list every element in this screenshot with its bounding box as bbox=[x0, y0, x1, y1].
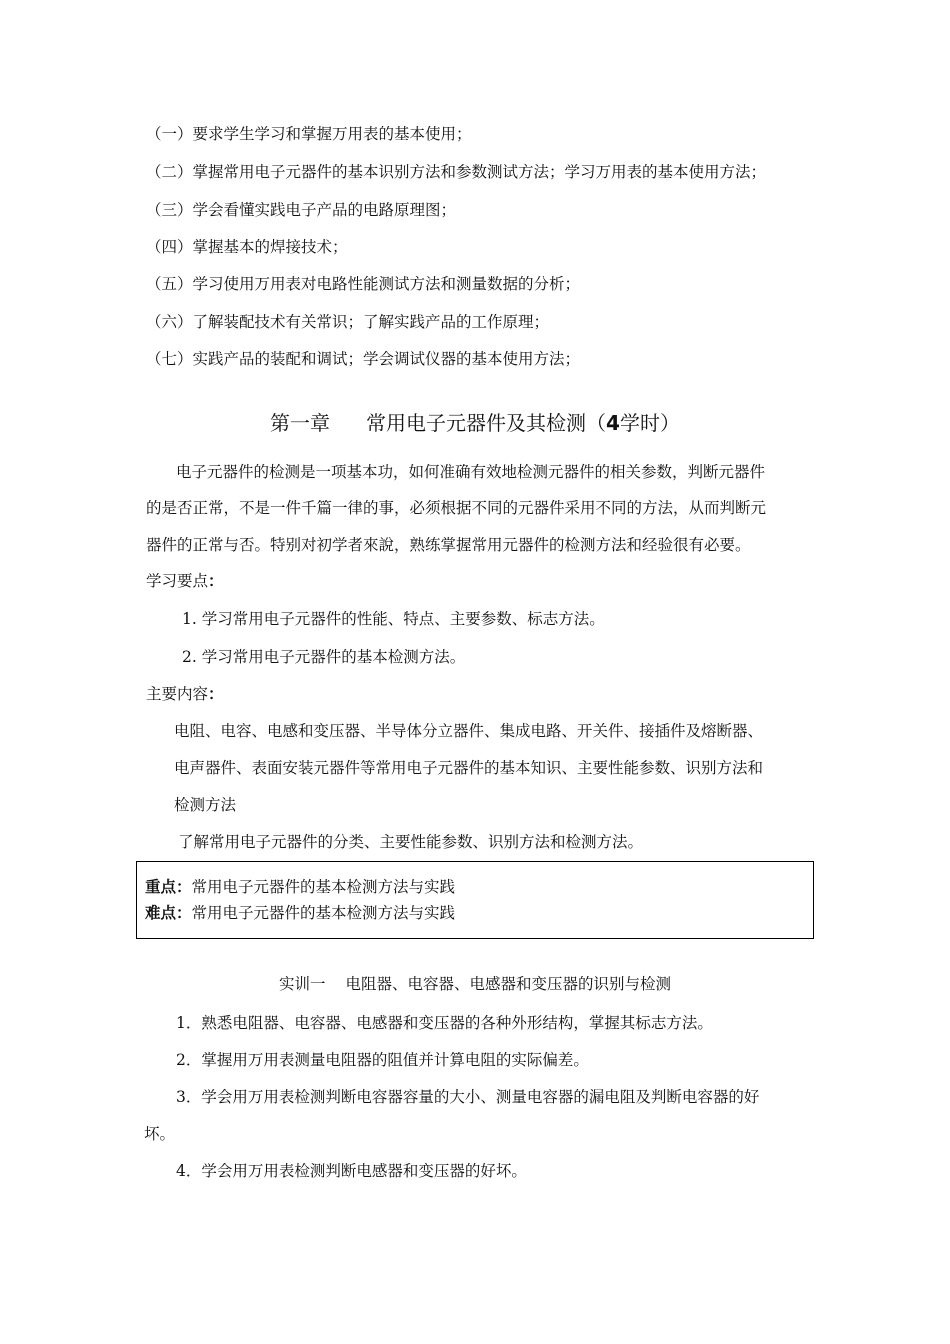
understand-line: 了解常用电子元器件的分类、主要性能参数、识别方法和检测方法。 bbox=[178, 833, 644, 851]
objective-item: （四）掌握基本的焊接技术； bbox=[146, 238, 348, 256]
objective-item: （一）要求学生学习和掌握万用表的基本使用； bbox=[146, 125, 472, 143]
key-point-text: 常用电子元器件的基本检测方法与实践 bbox=[191, 878, 456, 896]
objective-item: （二）掌握常用电子元器件的基本识别方法和参数测试方法；学习万用表的基本使用方法； bbox=[146, 163, 767, 181]
training-item: 2．掌握用万用表测量电阻器的阻值并计算电阻的实际偏差。 bbox=[176, 1051, 589, 1069]
difficult-point-text: 常用电子元器件的基本检测方法与实践 bbox=[191, 904, 456, 922]
objective-item: （六）了解装配技术有关常识；了解实践产品的工作原理； bbox=[146, 313, 550, 331]
key-points-box bbox=[136, 861, 814, 939]
study-point-item: 1. 学习常用电子元器件的性能、特点、主要参数、标志方法。 bbox=[182, 610, 605, 628]
training-item: 1．熟悉电阻器、电容器、电感器和变压器的各种外形结构，掌握其标志方法。 bbox=[176, 1014, 713, 1032]
objective-item: （七）实践产品的装配和调试；学会调试仪器的基本使用方法； bbox=[146, 350, 581, 368]
chapter-title bbox=[0, 409, 950, 437]
study-point-item: 2. 学习常用电子元器件的基本检测方法。 bbox=[182, 648, 466, 666]
training-number: 实训一 bbox=[278, 975, 326, 993]
intro-line: 电子元器件的检测是一项基本功，如何准确有效地检测元器件的相关参数，判断元器件 bbox=[176, 463, 766, 481]
training-item: 3．学会用万用表检测判断电容器容量的大小、测量电容器的漏电阻及判断电容器的好 bbox=[176, 1088, 760, 1106]
training-title bbox=[0, 974, 950, 994]
training-item-continued: 坏。 bbox=[144, 1125, 176, 1143]
training-name: 电阻器、电容器、电感器和变压器的识别与检测 bbox=[345, 975, 672, 993]
main-content-heading: 主要内容： bbox=[146, 685, 224, 703]
intro-line: 器件的正常与否。特别对初学者來說，熟练掌握常用元器件的检测方法和经验很有必要。 bbox=[146, 536, 751, 554]
training-item: 4．学会用万用表检测判断电感器和变压器的好坏。 bbox=[176, 1162, 527, 1180]
key-point-row bbox=[145, 877, 455, 897]
main-content-line: 检测方法 bbox=[174, 796, 237, 814]
difficult-point-row bbox=[145, 903, 455, 923]
main-content-line: 电声器件、表面安装元器件等常用电子元器件的基本知识、主要性能参数、识别方法和 bbox=[174, 759, 764, 777]
chapter-name: 常用电子元器件及其检测（ bbox=[366, 411, 607, 435]
chapter-hours-number: 4 bbox=[606, 411, 620, 435]
main-content-line: 电阻、电容、电感和变压器、半导体分立器件、集成电路、开关件、接插件及熔断器、 bbox=[174, 722, 764, 740]
intro-line: 的是否正常，不是一件千篇一律的事，必须根据不同的元器件采用不同的方法，从而判断元 bbox=[146, 499, 767, 517]
key-point-label: 重点： bbox=[145, 878, 192, 896]
objective-item: （三）学会看懂实践电子产品的电路原理图； bbox=[146, 201, 457, 219]
objective-item: （五）学习使用万用表对电路性能测试方法和测量数据的分析； bbox=[146, 275, 581, 293]
chapter-hours-unit: 学时） bbox=[619, 411, 680, 435]
chapter-number: 第一章 bbox=[270, 411, 331, 435]
difficult-point-label: 难点： bbox=[145, 904, 192, 922]
study-points-heading: 学习要点： bbox=[146, 572, 224, 590]
